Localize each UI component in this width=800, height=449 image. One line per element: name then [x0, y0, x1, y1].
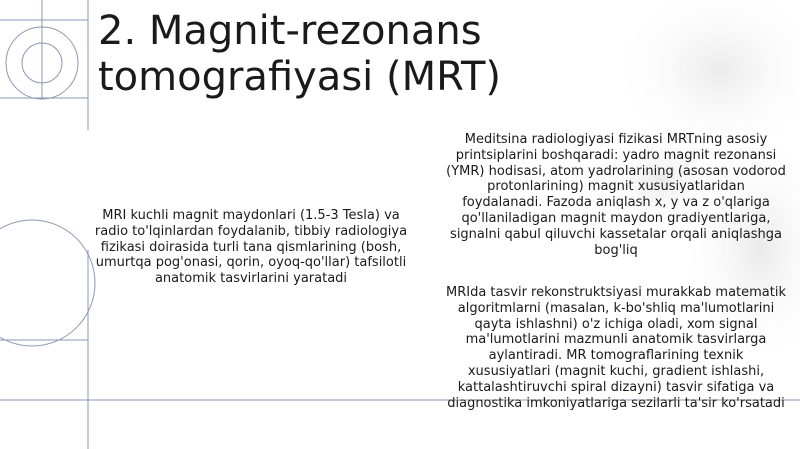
- slide-title-line-2: tomografiyasi (MRT): [98, 54, 502, 100]
- slide-title-line-1: 2. Magnit-rezonans: [98, 8, 482, 54]
- left-paragraph: MRI kuchli magnit maydonlari (1.5-3 Tesla) va radio to'lqinlardan foydalanib, tibbiy radiologiya fizikasi doirasida turli tana qismlarining (bosh, umurtqa pog'onasi, qorin, oyoq-qo'llar) tafsilotli anatomik tasvirlarini yaratadi: [94, 208, 408, 287]
- slide-title: [98, 8, 658, 100]
- right-paragraph-1: Meditsina radiologiyasi fizikasi MRTning asosiy printsiplarini boshqaradi: yadro magnit rezonansi (YMR) hodisasi, atom yadrolarining (asosan vodorod protonlarining) magnit xususiyatlaridan foydalanadi. Fazoda aniqlash x, y va z o'qlariga qo'llaniladigan magnit maydon gradiyentlariga, signalni qabul qiluvchi kassetalar orqali aniqlashga bog'liq: [446, 132, 786, 258]
- right-paragraph-2: MRIda tasvir rekonstruktsiyasi murakkab matematik algoritmlarni (masalan, k-bo'shliq ma'lumotlarini qayta ishlashni) o'z ichiga oladi, xom signal ma'lumotlarini mazmunli anatomik tasvirlarga aylantiradi. MR tomograflarining texnik xususiyatlari (magnit kuchi, gradient ishlashi, kattalashtiruvchi spiral dizayni) tasvir sifatiga va diagnostika imkoniyatlariga sezilarli ta'sir ko'rsatadi: [446, 285, 786, 411]
- deco-circle: [0, 220, 95, 346]
